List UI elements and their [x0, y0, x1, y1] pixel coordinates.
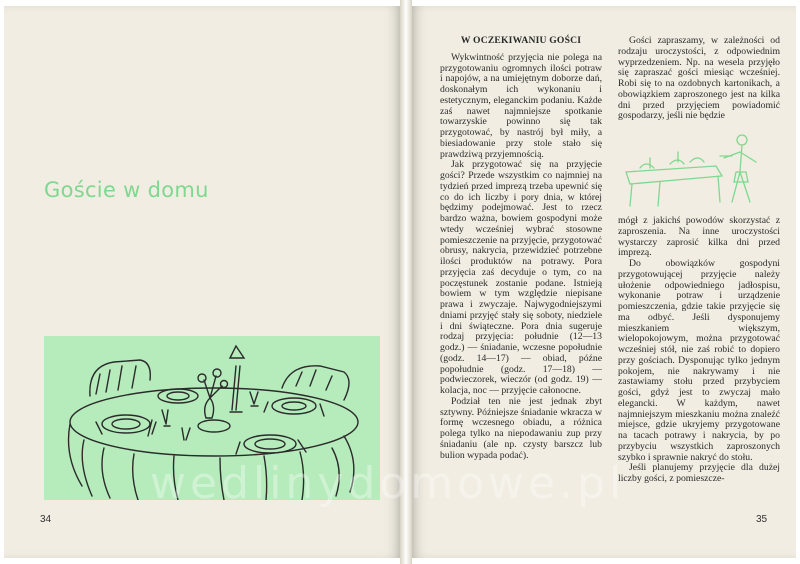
paragraph: Gości zapraszamy, w zależności od rodzaju uroczystości, z odpowiednim wyprzedzeniem. Np. na wesela przyjęło się zapraszać gości miesiąc wcześniej. Robi się to na ozdobnych kartonikach, a obowiązkiem zaproszonego jest na kilka dni przed przyjęciem powiadomić gospodarzy, jeśli nie będzie: [618, 35, 780, 122]
page-number-left: 34: [40, 514, 52, 525]
section-heading: W OCZEKIWANIU GOŚCI: [460, 35, 582, 46]
waiter-drawing: [620, 132, 770, 210]
paragraph: Jak przygotować się na przyjęcie gości? Przede wszystkim co najmniej na tydzień przed imprezą trzeba upewnić się co do ich liczby i pory dnia, w której będzimy podejmować. Jest to rzecz bardzo ważna, bowiem gospodyni może wtedy wcześniej wybrać stosowne pomieszczenie na przyjęcie, przygotować obrusy, nakrycia, przewidzieć potrzebne ilości produktów na potrawy. Pora przyjęcia zaś decyduje o tym, co na poczęstunek zostanie podane. Istnieją bowiem w tym względzie niepisane prawa i zwyczaje. Najwygodniejszymi dniami przyjęć stały się soboty, niedziele i dni świąteczne. Pora dnia sugeruje rodzaj przyjęcia: południe (12—13 godz.) — śniadanie, wczesne popołudnie (godz. 14—17) — obiad, późne popołudnie (godz. 17—18) — podwieczorek, wieczór (od godz. 19) — kolacja, noc — przyjęcie całonocne.: [440, 159, 602, 396]
waiter-table-illustration: [620, 132, 770, 210]
book-gutter: [400, 0, 412, 564]
text-column-1: [440, 36, 602, 461]
table-setting-illustration: [44, 336, 380, 500]
paragraph: Wykwintność przyjęcia nie polega na przygotowaniu ogromnych ilości potraw i napojów, a na umiejętnym doborze dań, doskonałym ich wykonaniu i estetycznym, eleganckim podaniu. Każde zaś nawet najmniejsze spotkanie towarzyskie powinno się tak przygotować, by nastrój był miły, a biesiadowanie przy stole stało się prawdziwą przyjemnością.: [440, 51, 602, 160]
table-drawing: [44, 336, 380, 500]
paragraph: Do obowiązków gospodyni przygotowującej przyjęcie należy ułożenie odpowiedniego jadłospisu, wykonanie potraw i urządzenie pomieszczenia, gdzie takie przyjęcie się ma odbyć. Jeśli dysponujemy mieszkaniem większym, wielopokojowym, można przygotować wcześniej stół, nie zaś robić to dopiero przy gościach. Dysponując tylko jednym pokojem, nie nakrywamy i nie zastawiamy stołu przed przybyciem gości, gdyż jest to zwyczaj mało elegancki. W każdym, nawet najmniejszym mieszkaniu można znaleźć miejsce, gdzie ukryjemy przygotowane na tacach potrawy i nakrycia, by po przybyciu wszystkich zaproszonych szybko i sprawnie nakryć do stołu.: [618, 258, 780, 463]
watermark: wedlinydomowe.pl: [150, 458, 626, 509]
page-number-right: 35: [756, 514, 768, 525]
text-column-2: [618, 36, 780, 485]
paragraph: Podział ten nie jest jednak zbyt sztywny. Późniejsze śniadanie wkracza w formę wczesnego obiadu, a różnica polega tylko na niepodawaniu zup przy śniadaniu (ale np. czysty barszcz lub bulion wypada podać).: [440, 395, 602, 461]
paragraph-continuation: mógł z jakichś powodów skorzystać z zaproszenia. Na inne uroczystości wystarczy zaprosić kilka dni przed imprezą.: [618, 215, 780, 259]
chapter-title: Goście w domu: [44, 178, 209, 202]
paragraph: Jeśli planujemy przyjęcie dla dużej liczby gości, z pomieszcze-: [618, 462, 780, 484]
